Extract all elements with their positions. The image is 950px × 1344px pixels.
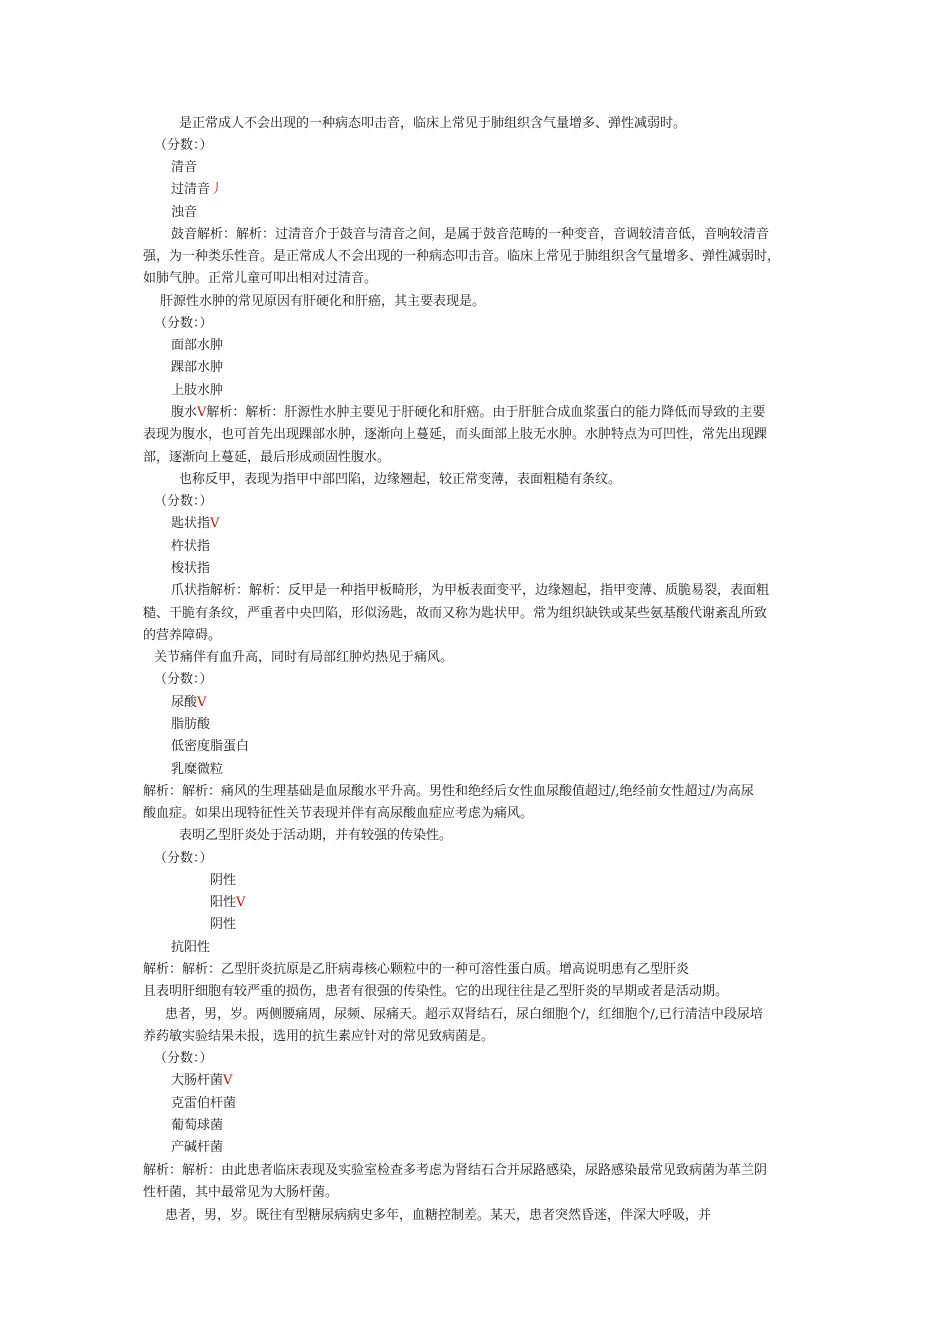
question-stem: 患者，男，岁。既往有型糖尿病病史多年，血糖控制差。某天，患者突然昏迷，伴深大呼吸，并: [165, 1208, 712, 1223]
option: 梭状指: [171, 561, 211, 576]
option: 尿酸V: [171, 695, 207, 710]
option: 杵状指: [171, 539, 211, 554]
question-stem: 患者，男，岁。两侧腰痛周，尿频、尿痛天。超示双肾结石，尿白细胞个/，红细胞个/,已行清洁中段尿培: [165, 1007, 763, 1022]
option: 葡萄球菌: [171, 1118, 224, 1133]
score-label: （分数：）: [154, 1051, 213, 1066]
analysis-line: 酸血症。如果出现特征性关节表现并伴有高尿酸血症应考虑为痛风。: [143, 806, 534, 821]
score-label: （分数：）: [154, 316, 213, 331]
answer-mark: 丿: [210, 182, 224, 197]
score-label: （分数：）: [154, 672, 213, 687]
analysis-line: 鼓音解析：解析：过清音介于鼓音与清音之间，是属于鼓音范畴的一种变音，音调较清音低，音响较清音: [171, 227, 770, 242]
option: 脂肪酸: [171, 717, 211, 732]
analysis-line: 解析：解析：由此患者临床表现及实验室检查多考虑为肾结石合并尿路感染，尿路感染最常见致病菌为革兰阴: [143, 1163, 768, 1178]
analysis-line: 的营养障碍。: [143, 628, 222, 643]
analysis-line: 解析：解析：乙型肝炎抗原是乙肝病毒核心颗粒中的一种可溶性蛋白质。增高说明患有乙型肝炎: [143, 962, 690, 977]
option: 浊音: [171, 205, 198, 220]
option: 过清音丿: [171, 182, 224, 197]
question-stem: 表明乙型肝炎处于活动期，并有较强的传染性。: [179, 828, 453, 843]
score-label: （分数：）: [154, 494, 213, 509]
analysis-line: 且表明肝细胞有较严重的损伤，患者有很强的传染性。它的出现往往是乙型肝炎的早期或者是活动期。: [143, 984, 729, 999]
question-stem: 是正常成人不会出现的一种病态叩击音，临床上常见于肺组织含气量增多、弹性减弱时。: [179, 116, 687, 131]
option: 大肠杆菌V: [171, 1073, 233, 1088]
answer-mark: V: [197, 405, 207, 420]
question-stem: 关节痛伴有血升高，同时有局部红肿灼热见于痛风。: [154, 650, 454, 665]
option: 匙状指V: [171, 516, 220, 531]
option: 踝部水肿: [171, 360, 224, 375]
analysis-line: 解析：解析：痛风的生理基础是血尿酸水平升高。男性和绝经后女性血尿酸值超过/,绝经前女性超过/为高尿: [143, 784, 754, 799]
option-with-analysis: 腹水V解析：解析：肝源性水肿主要见于肝硬化和肝癌。由于肝脏合成血浆蛋白的能力降低而导致的主要: [171, 405, 766, 420]
score-label: （分数：）: [154, 138, 213, 153]
analysis-line: 如肺气肿。正常儿童可叩出相对过清音。: [143, 271, 378, 286]
analysis-line: 部，逐渐向上蔓延，最后形成顽固性腹水。: [143, 450, 391, 465]
option: 清音: [171, 160, 198, 175]
option: 克雷伯杆菌: [171, 1096, 237, 1111]
answer-mark: V: [236, 895, 246, 910]
answer-mark: V: [197, 695, 207, 710]
question-stem: 也称反甲，表现为指甲中部凹陷，边缘翘起，较正常变薄，表面粗糙有条纹。: [179, 472, 622, 487]
answer-mark: V: [223, 1073, 233, 1088]
option: 面部水肿: [171, 338, 224, 353]
option: 抗阳性: [171, 940, 211, 955]
option: 低密度脂蛋白: [171, 739, 250, 754]
analysis-line: 糙、干脆有条纹，严重者中央凹陷，形似汤匙，故而又称为匙状甲。常为组织缺铁或某些氨基酸代谢紊乱所致: [143, 606, 768, 621]
option: 乳糜微粒: [171, 762, 224, 777]
analysis-line: 性杆菌，其中最常见为大肠杆菌。: [143, 1185, 339, 1200]
option: 阴性: [210, 873, 237, 888]
question-stem: 肝源性水肿的常见原因有肝硬化和肝癌，其主要表现是。: [160, 294, 486, 309]
option: 阳性V: [210, 895, 246, 910]
answer-mark: V: [210, 516, 220, 531]
question-stem: 养药敏实验结果未报，选用的抗生素应针对的常见致病菌是。: [143, 1029, 495, 1044]
analysis-line: 强，为一种类乐性音。是正常成人不会出现的一种病态叩击音。临床上常见于肺组织含气量增多、弹性减弱时，: [143, 249, 781, 264]
option: 阴性: [210, 917, 237, 932]
analysis-line: 表现为腹水，也可首先出现踝部水肿，逐渐向上蔓延，而头面部上肢无水肿。水肿特点为可凹性，常先出现踝: [143, 427, 768, 442]
score-label: （分数：）: [154, 851, 213, 866]
analysis-line: 爪状指解析：解析：反甲是一种指甲板畸形，为甲板表面变平，边缘翘起，指甲变薄、质脆易裂，表面粗: [171, 583, 770, 598]
option: 上肢水肿: [171, 383, 224, 398]
option: 产碱杆菌: [171, 1140, 224, 1155]
